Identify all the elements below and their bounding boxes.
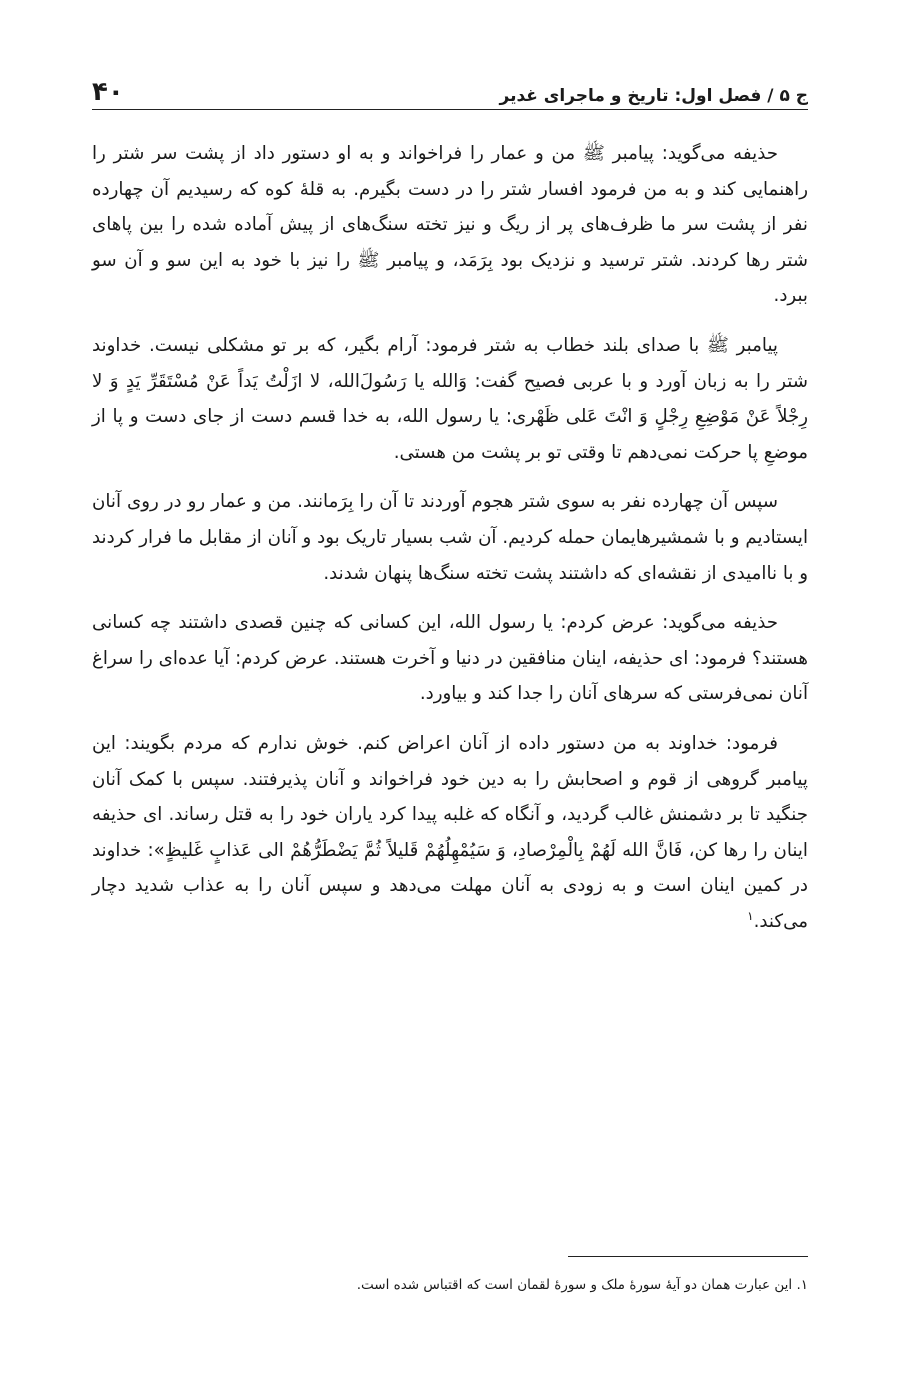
paragraph-last	[92, 726, 808, 940]
paragraph: حذیفه می‌گوید: عرض کردم: یا رسول الله، این کسانی که چنین قصدی داشتند چه کسانی هستند؟ فرمود: ای حذیفه، اینان منافقین در دنیا و آخرت هستند. عرض کردم: آیا عده‌ای را سراغ آنان نمی‌فرستی که سرهای آنان را جدا کند و بیاورد.	[92, 612, 808, 705]
body-text	[92, 136, 808, 939]
footnote-reference: ۱	[747, 908, 754, 923]
page	[92, 60, 808, 1293]
header-title: ج ۵ / فصل اول: تاریخ و ماجرای غدیر	[499, 86, 808, 106]
paragraph: پیامبر ﷺ با صدای بلند خطاب به شتر فرمود: آرام بگیر، که بر تو مشکلی نیست. خداوند شتر را به زبان آورد و با عربی فصیح گفت: وَالله یا رَسُولَ‌الله، لا ازَلْتُ یَداً عَنْ مُسْتَقَرِّ یَدٍ وَ لا رِجْلاً عَنْ مَوْضِعِ رِجْلٍ وَ انْتَ عَلی ظَهْری: یا رسول الله، به خدا قسم دست از جای دست و پا از موضعِ پا حرکت نمی‌دهم تا وقتی تو بر پشت من هستی.	[92, 334, 808, 463]
running-header	[92, 60, 808, 110]
footnote-divider	[568, 1256, 808, 1257]
paragraph-text: فرمود: خداوند به من دستور داده از آنان اعراض کنم. خوش ندارم که مردم بگویند: این پیامبر گروهی از قوم و اصحابش را به دین خود فراخواند و آنان پذیرفتند. سپس با کمک آنان جنگید تا بر دشمنش غالب گردید، و آنگاه که غلبه پیدا کرد یاران خود را به قتل رساند. ای حذیفه اینان را رها کن، فَانَّ الله لَهُمْ بِالْمِرْصادِ، وَ سَیُمْهِلُهُمْ قَلیلاً ثُمَّ یَضْطَرُّهُمْ الی عَذابٍ غَلیظٍ»: خداوند در کمین اینان است و به زودی به آنان مهلت می‌دهد و سپس آنان را به عذاب شدید دچار می‌کند.	[92, 732, 808, 932]
page-number: ۴۰	[92, 77, 124, 107]
footnote: ۱. این عبارت همان دو آیهٔ سورهٔ ملک و سورهٔ لقمان است که اقتباس شده است.	[356, 1277, 808, 1293]
paragraph: حذیفه می‌گوید: پیامبر ﷺ من و عمار را فراخواند و به او دستور داد از پشت سر شتر را راهنمایی کند و به من فرمود افسار شتر را در دست بگیرم. به قلهٔ کوه که رسیدیم آن چهارده نفر از پشت سر ما ظرف‌های پر از ریگ و نیز تخته سنگ‌های از پیش آماده شده را بین پاهای شتر رها کردند. شتر ترسید و نزدیک بود بِرَمَد، و پیامبر ﷺ را نیز با خود به این سو و آن سو ببرد.	[92, 143, 808, 307]
paragraph: سپس آن چهارده نفر به سوی شتر هجوم آوردند تا آن را بِرَمانند. من و عمار رو در روی آنان ایستادیم و با شمشیرهایمان حمله کردیم. آن شب بسیار تاریک بود و آنان از مقابل ما فرار کردند و با ناامیدی از نقشه‌ای که داشتند پشت تخته سنگ‌ها پنهان شدند.	[92, 491, 808, 584]
